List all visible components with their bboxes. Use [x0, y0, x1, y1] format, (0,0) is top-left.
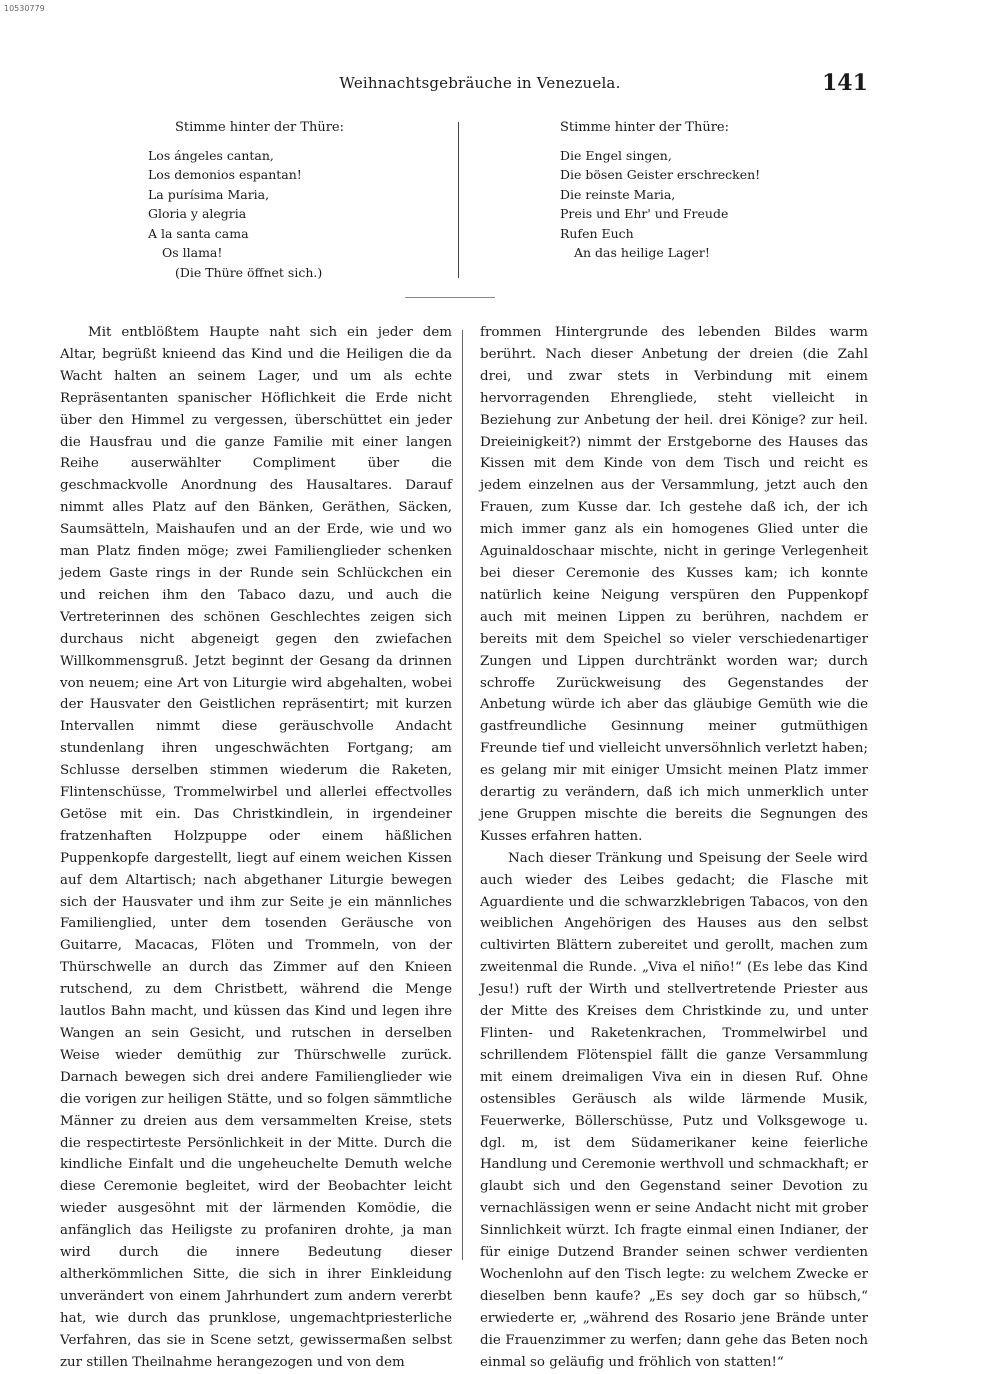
- verse-line: Rufen Euch: [560, 225, 634, 241]
- verse-line: Los ángeles cantan,: [148, 147, 274, 163]
- paragraph: Nach dieser Tränkung und Speisung der Seele wird auch wieder des Leibes gedacht; die Flasche mit Aguardiente und die schwarzklebrigen Tabacos, von den weiblichen Angehörigen des Hauses aus den selbst cultivirten Blättern zubereitet und gerollt, machen zum zweitenmal die Runde. „Viva el niño!“ (Es lebe das Kind Jesu!) ruft der Wirth und stellvertretende Priester aus der Mitte des Kreises dem Christkinde zu, und unter Flinten- und Raketenkrachen, Trommelwirbel und schrillendem Flötenspiel fällt die ganze Versammlung mit einem dreimaligen Viva ein in diesen Ruf. Ohne ostensibles Geräusch als wilde lärmende Musik, Feuerwerke, Böllerschüsse, Putz und Volksgewoge u. dgl. m, ist dem Südamerikaner keine feierliche Handlung und Ceremonie werthvoll und schmackhaft; er glaubt sich und den Gegenstand seiner Devotion zu vernachlässigen wenn er seine Andacht nicht mit grober Sinnlichkeit würzt. Ich fragte einmal einen Indianer, der für einige Dutzend Brander seinen schwer verdienten Wochenlohn auf den Tisch legte: zu welchem Zwecke er dieselben benn kaufe? „Es sey doch gar so hübsch,“ erwiederte er, „während des Rosario jene Brände unter die Frauenzimmer zu werfen; dann gehe das Beten noch einmal so geläufig und fröhlich von statten!“: [480, 850, 868, 1370]
- verse-german: [528, 118, 828, 263]
- stage-direction: (Die Thüre öffnet sich.): [175, 264, 323, 280]
- verse-line: Gloria y alegria: [148, 206, 247, 221]
- body-column-left: [60, 322, 452, 1374]
- verse-line: An das heilige Lager!: [574, 245, 710, 260]
- verse-line: Los demonios espantan!: [148, 167, 302, 182]
- verse-line: Preis und Ehr' und Freude: [560, 206, 729, 221]
- verse-line: Os llama!: [162, 245, 223, 260]
- verse-line: Die Engel singen,: [560, 147, 672, 163]
- scan-id: 10530779: [4, 4, 45, 13]
- running-head: Weihnachtsgebräuche in Venezuela.: [339, 74, 621, 92]
- verse-line: A la santa cama: [148, 225, 249, 241]
- verse-line: Die reinste Maria,: [560, 186, 676, 202]
- paragraph: frommen Hintergrunde des lebenden Bildes warm berührt. Nach dieser Anbetung der dreien (die Zahl drei, und zwar stets in Verbindung mit einem hervorragenden Ehrengliede, steht vielleicht in Beziehung zur Anbetung der heil. drei Könige? zur heil. Dreieinigkeit?) nimmt der Erstgeborne des Hauses das Kissen mit dem Kinde von dem Tisch und reicht es jedem einzelnen aus der Versammlung, jetzt auch den Frauen, zum Kusse dar. Ich gestehe daß ich, der ich mich immer ganz als ein homogenes Glied unter die Aguinaldoschaar mischte, nicht in geringe Verlegenheit bei dieser Ceremonie des Kusses kam; ich konnte natürlich keine Neigung verspüren den Puppenkopf auch mit meinen Lippen zu berühren, nachdem er bereits mit dem Speichel so vieler verschiedenartiger Zungen und Lippen durchtränkt worden war; durch schroffe Zurückweisung des Gegenstandes der Anbetung würde ich aber das gläubige Gemüth wie die gastfreundliche Gesinnung meiner gutmüthigen Freunde tief und vielleicht unversöhnlich verletzt haben; es gelang mir mit einiger Umsicht meinen Platz immer derartig zu verändern, daß ich mich unmerklich unter jene Gruppen mischte die bereits die Segnungen des Kusses erfahren hatten.: [480, 325, 868, 844]
- verse-spanish: [140, 118, 440, 282]
- column-divider: [462, 330, 463, 1260]
- body-column-right: [480, 322, 868, 1374]
- paragraph: Mit entblößtem Haupte naht sich ein jeder dem Altar, begrüßt knieend das Kind und die Heiligen die da Wacht halten an seinem Lager, und um als echte Repräsentanten spanischer Höflichkeit die Erde nicht über den Himmel zu vergessen, überschüttet ein jeder die Hausfrau und die ganze Familie mit einer langen Reihe auserwählter Compliment über die geschmackvolle Anordnung des Hausaltares. Darauf nimmt alles Platz auf den Bänken, Geräthen, Säcken, Saumsätteln, Maishaufen und an der Erde, wie und wo man Platz finden möge; zwei Familienglieder schenken jedem Gaste rings in der Runde sein Schlückchen ein und reichen ihm den Tabaco dazu, und auch die Vertreterinnen des schönen Geschlechtes zeigen sich durchaus nicht abgeneigt gegen den zwiefachen Willkommensgruß. Jetzt beginnt der Gesang da drinnen von neuem; eine Art von Liturgie wird abgehalten, wobei der Hausvater den Geistlichen repräsentirt; mit kurzen Intervallen nimmt diese geräuschvolle Andacht stundenlang ihren ungeschwächten Fortgang; am Schlusse derselben stimmen wiederum die Raketen, Flintenschüsse, Trommelwirbel und allerlei effectvolles Getöse mit ein. Das Christkindlein, in irgendeiner fratzenhaften Holzpuppe oder einem häßlichen Puppenkopfe dargestellt, liegt auf einem weichen Kissen auf dem Altartisch; nach abgethaner Liturgie bewegen sich der Hausvater und ihm zur Seite je ein männliches Familienglied, unter dem tosenden Geräusche von Guitarre, Macacas, Flöten und Trommeln, von der Thürschwelle an durch das Zimmer auf den Knieen rutschend, zu dem Christbett, während die Menge lautlos Bahn macht, und küssen das Kind und legen ihre Wangen an sein Gesicht, und rutschen in derselben Weise wieder demüthig zur Thürschwelle zurück. Darnach bewegen sich drei andere Familienglieder wie die vorigen zur heiligen Stätte, und so folgen sämmtliche Männer zu dreien aus dem versammelten Kreise, stets die respectirteste Persönlichkeit in der Mitte. Durch die kindliche Einfalt und die ungeheuchelte Demuth welche diese Ceremonie begleitet, wird der Beobachter leicht wieder ausgesöhnt mit der lärmenden Komödie, die anfänglich das Heiligste zu profaniren drohte, ja man wird durch die innere Bedeutung dieser altherkömmlichen Sitte, die sich in ihrer Einkleidung unverändert von einem Jahrhundert zum andern vererbt hat, wie durch das prunklose, ungemachtpriesterliche Verfahren, das sie in Scene setzt, gewissermaßen selbst zur stillen Theilnahme herangezogen und von dem: [60, 325, 452, 1370]
- verse-divider: [458, 122, 459, 278]
- verse-heading: Stimme hinter der Thüre:: [175, 120, 344, 135]
- verse-line: La purísima Maria,: [148, 186, 270, 202]
- verse-heading: Stimme hinter der Thüre:: [560, 120, 729, 135]
- verse-line: Die bösen Geister erschrecken!: [560, 167, 761, 182]
- section-rule: [405, 297, 495, 298]
- page-number: 141: [822, 70, 868, 96]
